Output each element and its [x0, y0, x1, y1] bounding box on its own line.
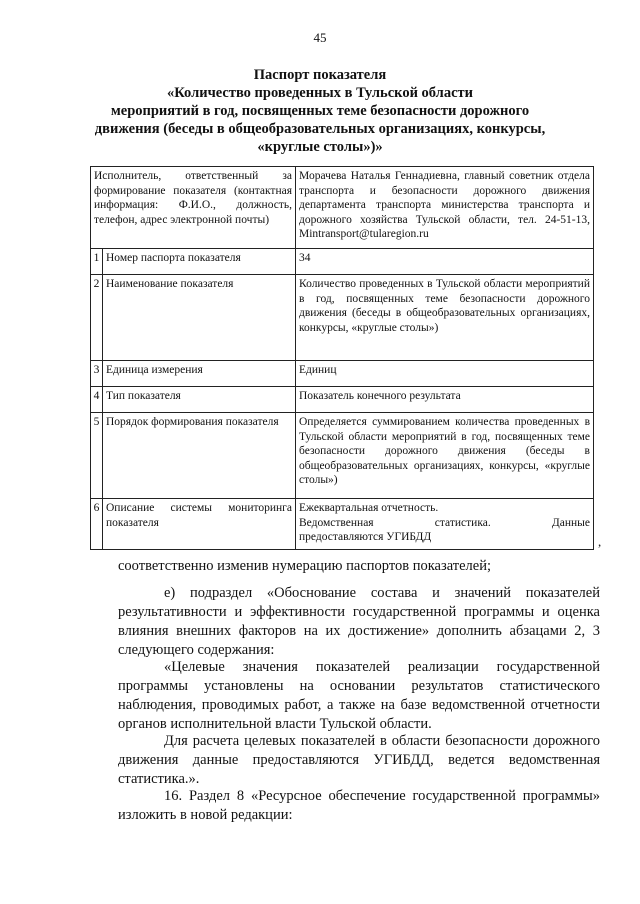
row-number: 6	[91, 499, 103, 550]
trailing-comma: ,	[598, 534, 602, 549]
document-title	[70, 66, 570, 156]
table-row	[91, 387, 594, 413]
title-line: движения (беседы в общеобразовательных организациях, конкурсы,	[94, 121, 546, 137]
table-row	[91, 249, 594, 275]
row-value: Единиц	[296, 361, 594, 387]
row-number: 1	[91, 249, 103, 275]
table-row	[91, 275, 594, 361]
owner-label-cell: Исполнитель, ответственный за формирование показателя (контактная информация: Ф.И.О., должность, телефон, адрес электронной почты)	[91, 167, 296, 249]
paragraph-text: 16. Раздел 8 «Ресурсное обеспечение государственной программы» изложить в новой редакции:	[118, 788, 600, 823]
table-row	[91, 413, 594, 499]
value-line: Ежеквартальная отчетность.	[299, 502, 439, 514]
paragraph-text: «Целевые значения показателей реализации государственной программы установлены на основании результатов статистического наблюдения, проводимых работ, а также на базе ведомственной отчетности органов исполнительной власти Тульской области.	[118, 659, 600, 732]
paragraph-text: Для расчета целевых показателей в области безопасности дорожного движения данные предоставляются УГИБДД, ведется ведомственная статистика.».	[118, 733, 600, 787]
row-value: Количество проведенных в Тульской области мероприятий в год, посвященных теме безопасности дорожного движения (беседы в общеобразовательных организациях, конкурсы, «круглые столы»)	[296, 275, 594, 361]
row-value: Показатель конечного результата	[296, 387, 594, 413]
table-row	[91, 361, 594, 387]
title-line: Паспорт показателя	[253, 67, 387, 83]
paragraph-renumbering: соответственно изменив нумерацию паспортов показателей;	[118, 558, 491, 574]
title-line: мероприятий в год, посвященных теме безопасности дорожного	[110, 103, 530, 119]
row-number: 5	[91, 413, 103, 499]
indicator-passport-table	[90, 166, 594, 550]
paragraph-section-8	[118, 787, 600, 825]
row-label: Наименование показателя	[103, 275, 296, 361]
paragraph-calculation	[118, 732, 600, 789]
row-value	[296, 499, 594, 550]
row-number: 2	[91, 275, 103, 361]
paragraph-text: е) подраздел «Обоснование состава и значений показателей результативности и эффективности государственной программы и оценка влияния внешних факторов на их достижение» дополнить абзацами 2, 3 следующего содержания:	[118, 585, 600, 658]
row-label: Порядок формирования показателя	[103, 413, 296, 499]
row-value: 34	[296, 249, 594, 275]
title-line: «круглые столы»)»	[257, 139, 383, 155]
table-row	[91, 499, 594, 550]
title-line: «Количество проведенных в Тульской области	[167, 85, 473, 101]
owner-value-cell: Морачева Наталья Геннадиевна, главный советник отдела транспорта и безопасности дорожного движения департамента транспорта министерства транспорта и дорожного хозяйства Тульской области, тел. 24-51-13, Mintransport@tularegion.ru	[296, 167, 594, 249]
paragraph-subsection-e	[118, 584, 600, 660]
page-number: 45	[313, 30, 327, 45]
table-row-owner	[91, 167, 594, 249]
row-value: Определяется суммированием количества проведенных в Тульской области мероприятий в год, посвященных теме безопасности дорожного движения (беседы в общеобразовательных организациях, конкурсы, «круглые столы»)	[296, 413, 594, 499]
row-label: Номер паспорта показателя	[103, 249, 296, 275]
row-number: 3	[91, 361, 103, 387]
paragraph-target-values	[118, 658, 600, 734]
value-line: Ведомственная статистика. Данные	[299, 516, 590, 529]
row-label: Единица измерения	[103, 361, 296, 387]
row-label: Тип показателя	[103, 387, 296, 413]
row-label: Описание системы мониторинга показателя	[103, 499, 296, 550]
value-line: предоставляются УГИБДД	[299, 531, 432, 543]
row-number: 4	[91, 387, 103, 413]
